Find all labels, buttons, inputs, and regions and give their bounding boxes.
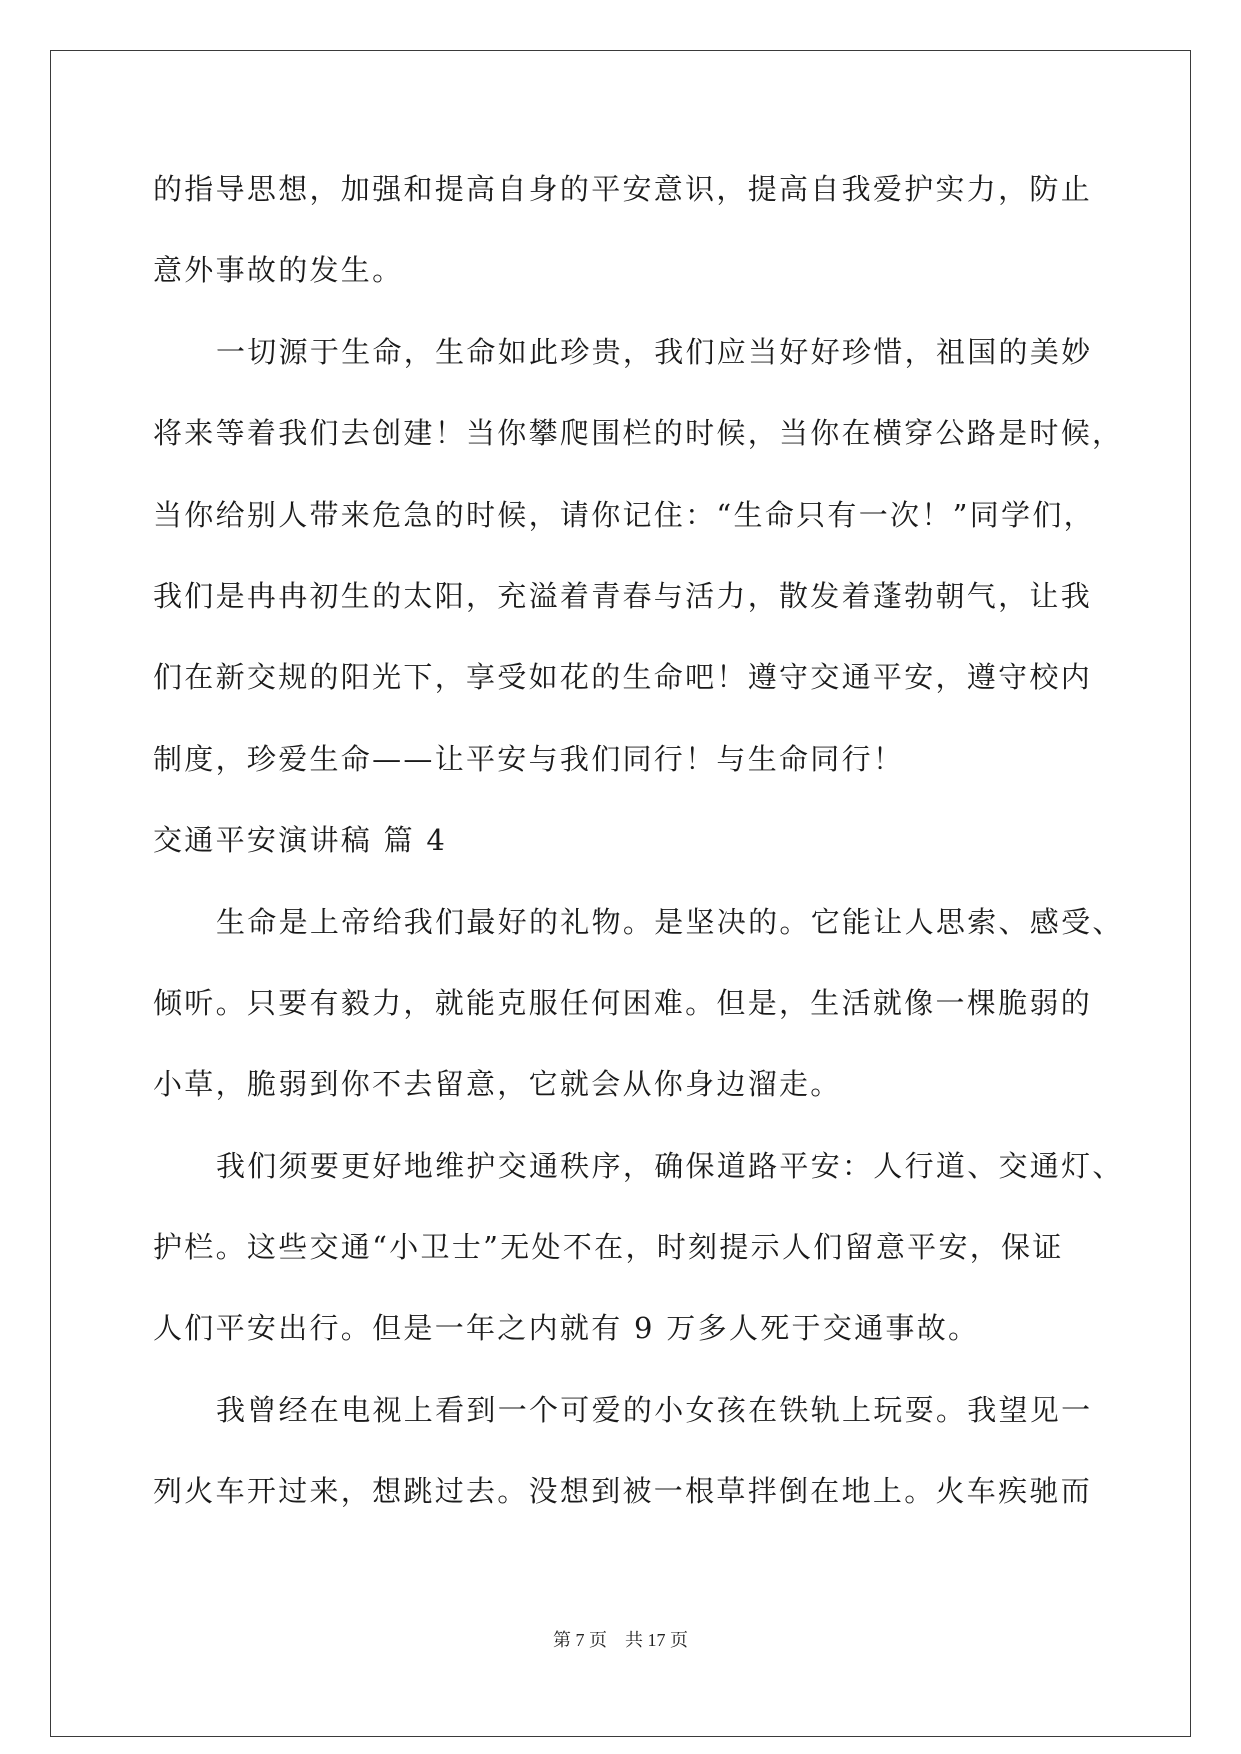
text-line: 护栏。这些交通“小卫士”无处不在，时刻提示人们留意平安，保证 <box>153 1230 1064 1265</box>
text-line: 倾听。只要有毅力，就能克服任何困难。但是，生活就像一棵脆弱的 <box>153 985 1093 1020</box>
text-line: 列火车开过来，想跳过去。没想到被一根草拌倒在地上。火车疾驰而 <box>153 1474 1093 1509</box>
section-heading: 交通平安演讲稿 篇 4 <box>153 823 448 858</box>
paragraph <box>153 1370 1163 1533</box>
text-line: 意外事故的发生。 <box>153 253 404 288</box>
text-line: 人们平安出行。但是一年之内就有 9 万多人死于交通事故。 <box>153 1311 980 1346</box>
paragraph <box>153 149 1163 312</box>
text-line: 将来等着我们去创建！当你攀爬围栏的时候，当你在横穿公路是时候， <box>153 416 1124 451</box>
text-line: 我曾经在电视上看到一个可爱的小女孩在铁轨上玩耍。我望见一 <box>216 1392 1093 1427</box>
text-line: 我们是冉冉初生的太阳，充溢着青春与活力，散发着蓬勃朝气，让我 <box>153 578 1093 613</box>
text-line: 生命是上帝给我们最好的礼物。是坚决的。它能让人思索、感受、 <box>216 904 1124 939</box>
page-footer <box>0 1628 1241 1652</box>
paragraph <box>153 1126 1163 1370</box>
text-line: 当你给别人带来危急的时候，请你记住：“生命只有一次！”同学们， <box>153 497 1095 532</box>
paragraph <box>153 882 1163 1126</box>
text-line: 一切源于生命，生命如此珍贵，我们应当好好珍惜，祖国的美妙 <box>216 334 1093 369</box>
text-line: 们在新交规的阳光下，享受如花的生命吧！遵守交通平安，遵守校内 <box>153 660 1093 695</box>
text-line: 的指导思想，加强和提高自身的平安意识，提高自我爱护实力，防止 <box>153 172 1093 206</box>
text-line: 小草，脆弱到你不去留意，它就会从你身边溜走。 <box>153 1067 842 1102</box>
document-body <box>153 149 1163 1533</box>
text-line: 我们须要更好地维护交通秩序，确保道路平安：人行道、交通灯、 <box>216 1148 1124 1183</box>
page-total: 共 17 页 <box>625 1630 688 1650</box>
text-line: 制度，珍爱生命——让平安与我们同行！与生命同行！ <box>153 741 905 776</box>
paragraph <box>153 312 1163 800</box>
page-number: 第 7 页 <box>553 1630 607 1650</box>
